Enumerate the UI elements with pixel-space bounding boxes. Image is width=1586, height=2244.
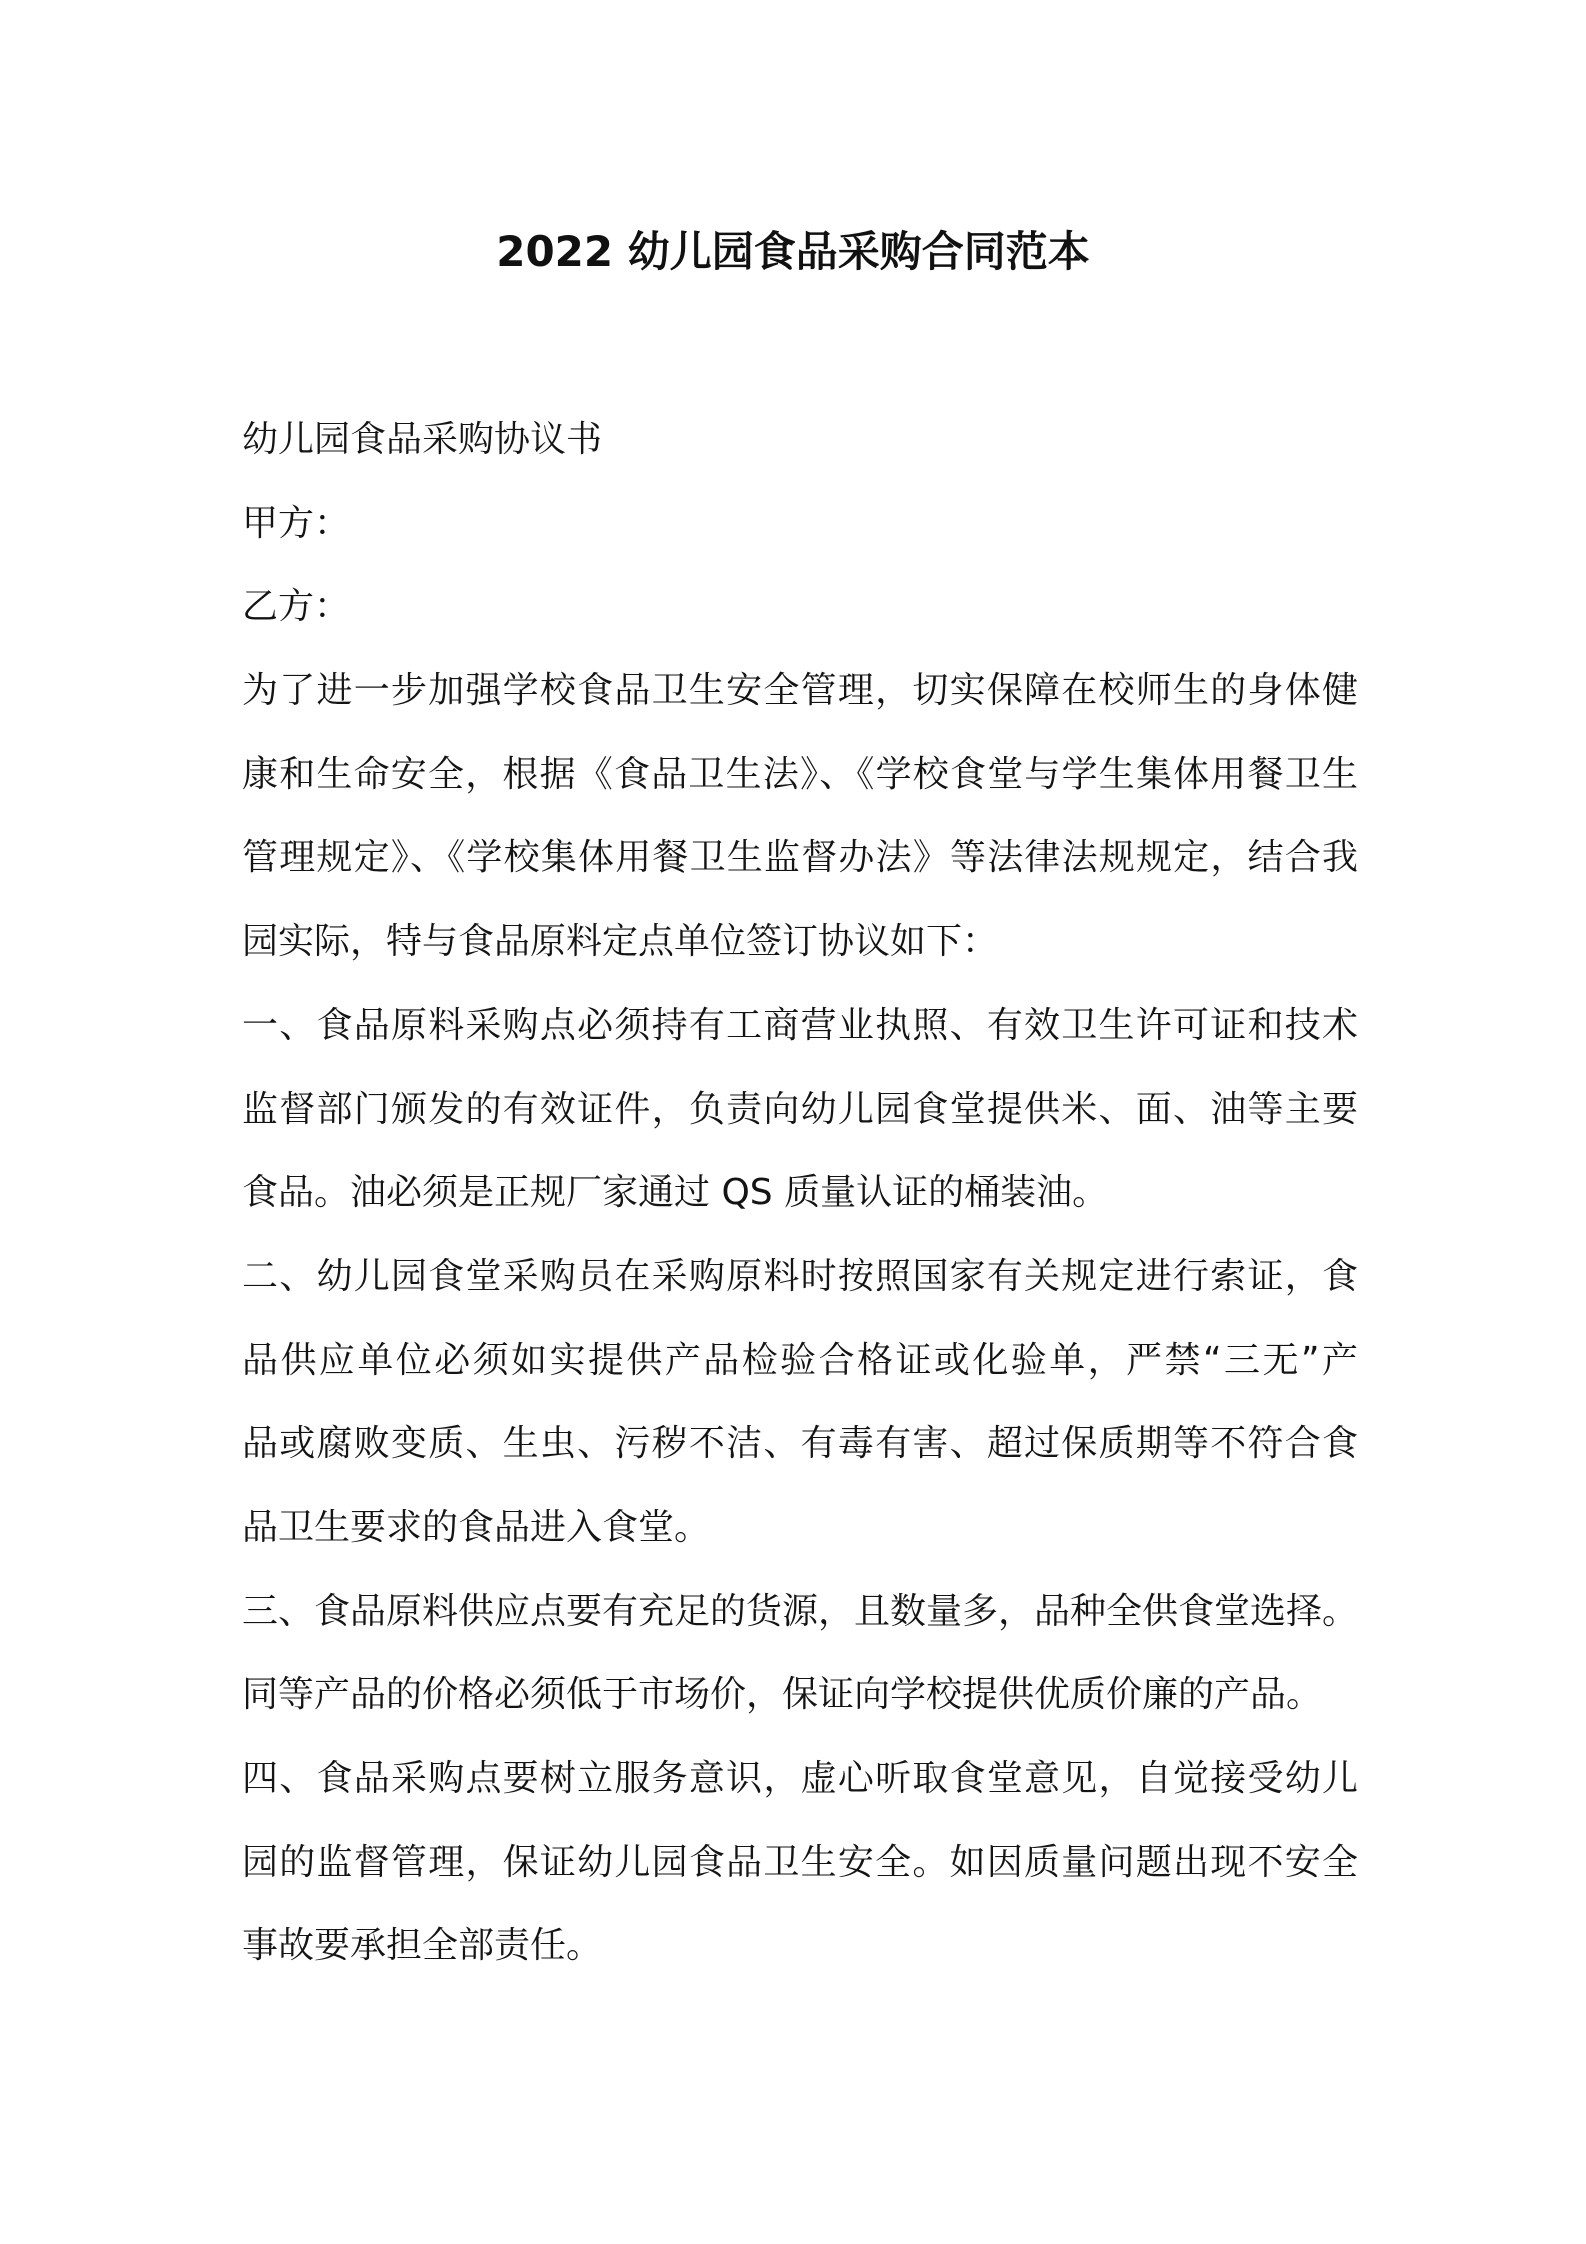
paragraph-line: 四、食品采购点要树立服务意识，虚心听取食堂意见，自觉接受幼儿	[242, 1758, 1358, 1799]
paragraph-line: 为了进一步加强学校食品卫生安全管理，切实保障在校师生的身体健	[242, 670, 1358, 712]
clause-3	[242, 1570, 1358, 1737]
paragraph-line: 品卫生要求的食品进入食堂。	[242, 1506, 711, 1548]
paragraph-line: 三、食品原料供应点要有充足的货源，且数量多，品种全供食堂选择。	[242, 1590, 1359, 1632]
paragraph-line: 同等产品的价格必须低于市场价，保证向学校提供优质价廉的产品。	[242, 1674, 1323, 1716]
paragraph-line: 事故要承担全部责任。	[242, 1925, 603, 1967]
document-body	[242, 398, 1358, 1988]
clause-2	[242, 1235, 1358, 1570]
document-title: 2022 幼儿园食品采购合同范本	[496, 227, 1090, 276]
paragraph-line: 园的监督管理，保证幼儿园食品卫生安全。如因质量问题出现不安全	[242, 1841, 1358, 1883]
paragraph-line: 食品。油必须是正规厂家通过 QS 质量认证的桶装油。	[242, 1172, 1109, 1214]
party-b-label: 乙方：	[242, 586, 351, 628]
paragraph-line: 品或腐败变质、生虫、污秽不洁、有毒有害、超过保质期等不符合食	[242, 1423, 1358, 1465]
paragraph-line: 品供应单位必须如实提供产品检验合格证或化验单，严禁“三无”产	[242, 1339, 1358, 1381]
paragraph-line: 监督部门颁发的有效证件，负责向幼儿园食堂提供米、面、油等主要	[242, 1088, 1358, 1130]
party-a-label: 甲方：	[242, 502, 351, 544]
intro-paragraph	[242, 649, 1358, 984]
paragraph-line: 管理规定》、《学校集体用餐卫生监督办法》等法律法规规定，结合我	[242, 837, 1358, 879]
clause-1	[242, 984, 1358, 1235]
paragraph-line: 二、幼儿园食堂采购员在采购原料时按照国家有关规定进行索证，食	[242, 1255, 1358, 1297]
clause-4	[242, 1737, 1358, 1988]
agreement-heading: 幼儿园食品采购协议书	[242, 419, 603, 460]
paragraph-line: 康和生命安全，根据《食品卫生法》、《学校食堂与学生集体用餐卫生	[242, 753, 1358, 795]
paragraph-line: 园实际，特与食品原料定点单位签订协议如下：	[242, 921, 999, 963]
paragraph-line: 一、食品原料采购点必须持有工商营业执照、有效卫生许可证和技术	[242, 1004, 1358, 1046]
